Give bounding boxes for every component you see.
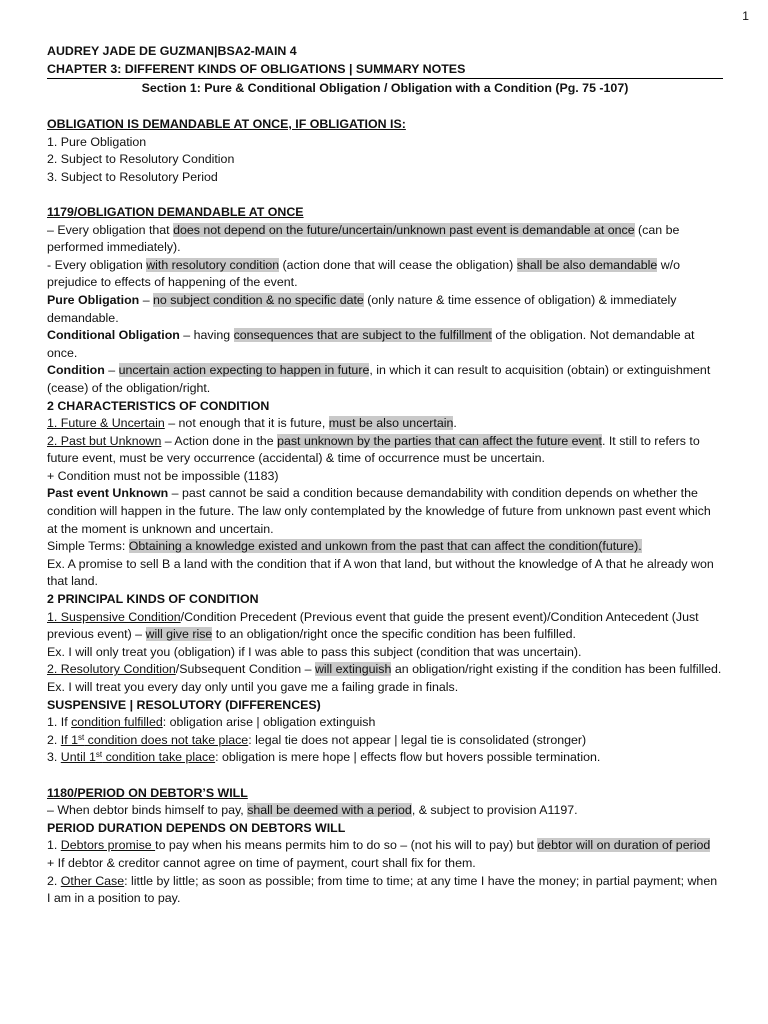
- page-number: 1: [742, 9, 749, 23]
- highlight: consequences that are subject to the fulfillment: [233, 328, 492, 343]
- list-item: 3. Subject to Resolutory Period: [47, 169, 218, 184]
- period-item: 2. Other Case: little by little; as soon as possible; from time to time; at any time I have the money; in partial payment; when I am in a position to pay.: [47, 873, 718, 906]
- highlight: no subject condition & no specific date: [153, 292, 364, 307]
- highlight: debtor will on duration of period: [537, 838, 711, 853]
- term: Pure Obligation: [47, 292, 140, 307]
- document-body: [47, 116, 723, 908]
- paragraph: – Every obligation that does not depend on the future/uncertain/unknown past event is demandable at once (can be performed immediately).: [47, 222, 680, 255]
- differences-heading: SUSPENSIVE | RESOLUTORY (DIFFERENCES): [47, 697, 321, 712]
- article-1180-heading: 1180/PERIOD ON DEBTOR’S WILL: [47, 785, 248, 800]
- characteristics-heading: 2 CHARACTERISTICS OF CONDITION: [47, 398, 270, 413]
- example: Ex. A promise to sell B a land with the condition that if A won that land, but without the knowledge of A that he already won that land.: [47, 556, 714, 589]
- definition-past-event: Past event Unknown – past cannot be said a condition because demandability with condition depends on whether the condition will happen in the future. The law only contemplated by the knowledge of future from unknown past event which at the moment is unknown and uncertain.: [47, 486, 711, 536]
- chapter-line: CHAPTER 3: DIFFERENT KINDS OF OBLIGATIONS | SUMMARY NOTES: [47, 61, 723, 80]
- highlight: does not depend on the future/uncertain/unknown past event is demandable at once: [173, 222, 635, 237]
- kind-item: 1. Suspensive Condition/Condition Precedent (Previous event that guide the present event)/Condition Antecedent (Just previous event) – will give rise to an obligation/right once the specific condition has been fulfilled.: [47, 609, 699, 642]
- highlight: with resolutory condition: [146, 257, 280, 272]
- kind-item: 2. Resolutory Condition/Subsequent Condition – will extinguish an obligation/right existing if the condition has been fulfilled. Ex. I will treat you every day only until you gave me a failing grade in finals.: [47, 662, 722, 694]
- highlight: will give rise: [145, 627, 213, 642]
- term: Condition: [47, 363, 105, 378]
- difference-item: 2. If 1st condition does not take place: legal tie does not appear | legal tie is consolidated (stronger): [47, 732, 587, 747]
- term: Conditional Obligation: [47, 328, 180, 343]
- period-duration-heading: PERIOD DURATION DEPENDS ON DEBTORS WILL: [47, 820, 346, 835]
- note: + If debtor & creditor cannot agree on time of payment, court shall fix for them.: [47, 855, 476, 870]
- section-title: Section 1: Pure & Conditional Obligation / Obligation with a Condition (Pg. 75 -107): [141, 81, 629, 95]
- note: + Condition must not be impossible (1183): [47, 468, 279, 483]
- highlight: Obtaining a knowledge existed and unkown from the past that can affect the condition(future).: [128, 539, 642, 554]
- document-header: [47, 43, 723, 79]
- highlight: past unknown by the parties that can affect the future event: [277, 433, 602, 448]
- period-item: 1. Debtors promise to pay when his means permits him to do so – (not his will to pay) but debtor will on duration of period: [47, 838, 711, 853]
- example: Ex. I will only treat you (obligation) if I was able to pass this subject (condition that was uncertain).: [47, 644, 582, 659]
- term: Past event Unknown: [47, 486, 169, 501]
- list-item: 1. Pure Obligation: [47, 134, 147, 149]
- list-item: 2. Subject to Resolutory Condition: [47, 152, 235, 167]
- highlight: shall be deemed with a period: [247, 803, 412, 818]
- definition-pure-obligation: Pure Obligation – no subject condition & no specific date (only nature & time essence of obligation) & immediately demandable.: [47, 292, 677, 325]
- simple-terms: Simple Terms: Obtaining a knowledge existed and unkown from the past that can affect the condition(future).: [47, 539, 642, 554]
- highlight: uncertain action expecting to happen in future: [118, 363, 370, 378]
- kinds-heading: 2 PRINCIPAL KINDS OF CONDITION: [47, 592, 259, 607]
- definition-conditional-obligation: Conditional Obligation – having consequences that are subject to the fulfillment of the obligation. Not demandable at once.: [47, 328, 695, 360]
- difference-item: 3. Until 1st condition take place: obligation is mere hope | effects flow but hovers possible termination.: [47, 750, 601, 765]
- highlight: will extinguish: [314, 662, 392, 677]
- article-1179-heading: 1179/OBLIGATION DEMANDABLE AT ONCE: [47, 204, 304, 219]
- author-line: AUDREY JADE DE GUZMAN|BSA2-MAIN 4: [47, 44, 297, 58]
- paragraph: - Every obligation with resolutory condition (action done that will cease the obligation) shall be also demandable w/o prejudice to effects of happening of the event.: [47, 257, 681, 290]
- characteristic-item: 2. Past but Unknown – Action done in the past unknown by the parties that can affect the future event. It still to refers to future event, must be very occurrence (accidental) & time of occurrence must be uncertain.: [47, 433, 700, 466]
- highlight: must be also uncertain: [328, 416, 454, 431]
- highlight: shall be also demandable: [516, 257, 658, 272]
- characteristic-item: 1. Future & Uncertain – not enough that it is future, must be also uncertain.: [47, 416, 457, 431]
- definition-condition: Condition – uncertain action expecting to happen in future, in which it can result to acquisition (obtain) or extinguishment (cease) of the obligation/right.: [47, 363, 711, 395]
- paragraph: – When debtor binds himself to pay, shall be deemed with a period, & subject to provision A1197.: [47, 803, 578, 818]
- difference-item: 1. If condition fulfilled: obligation arise | obligation extinguish: [47, 715, 376, 730]
- demandable-heading: OBLIGATION IS DEMANDABLE AT ONCE, IF OBLIGATION IS:: [47, 117, 406, 131]
